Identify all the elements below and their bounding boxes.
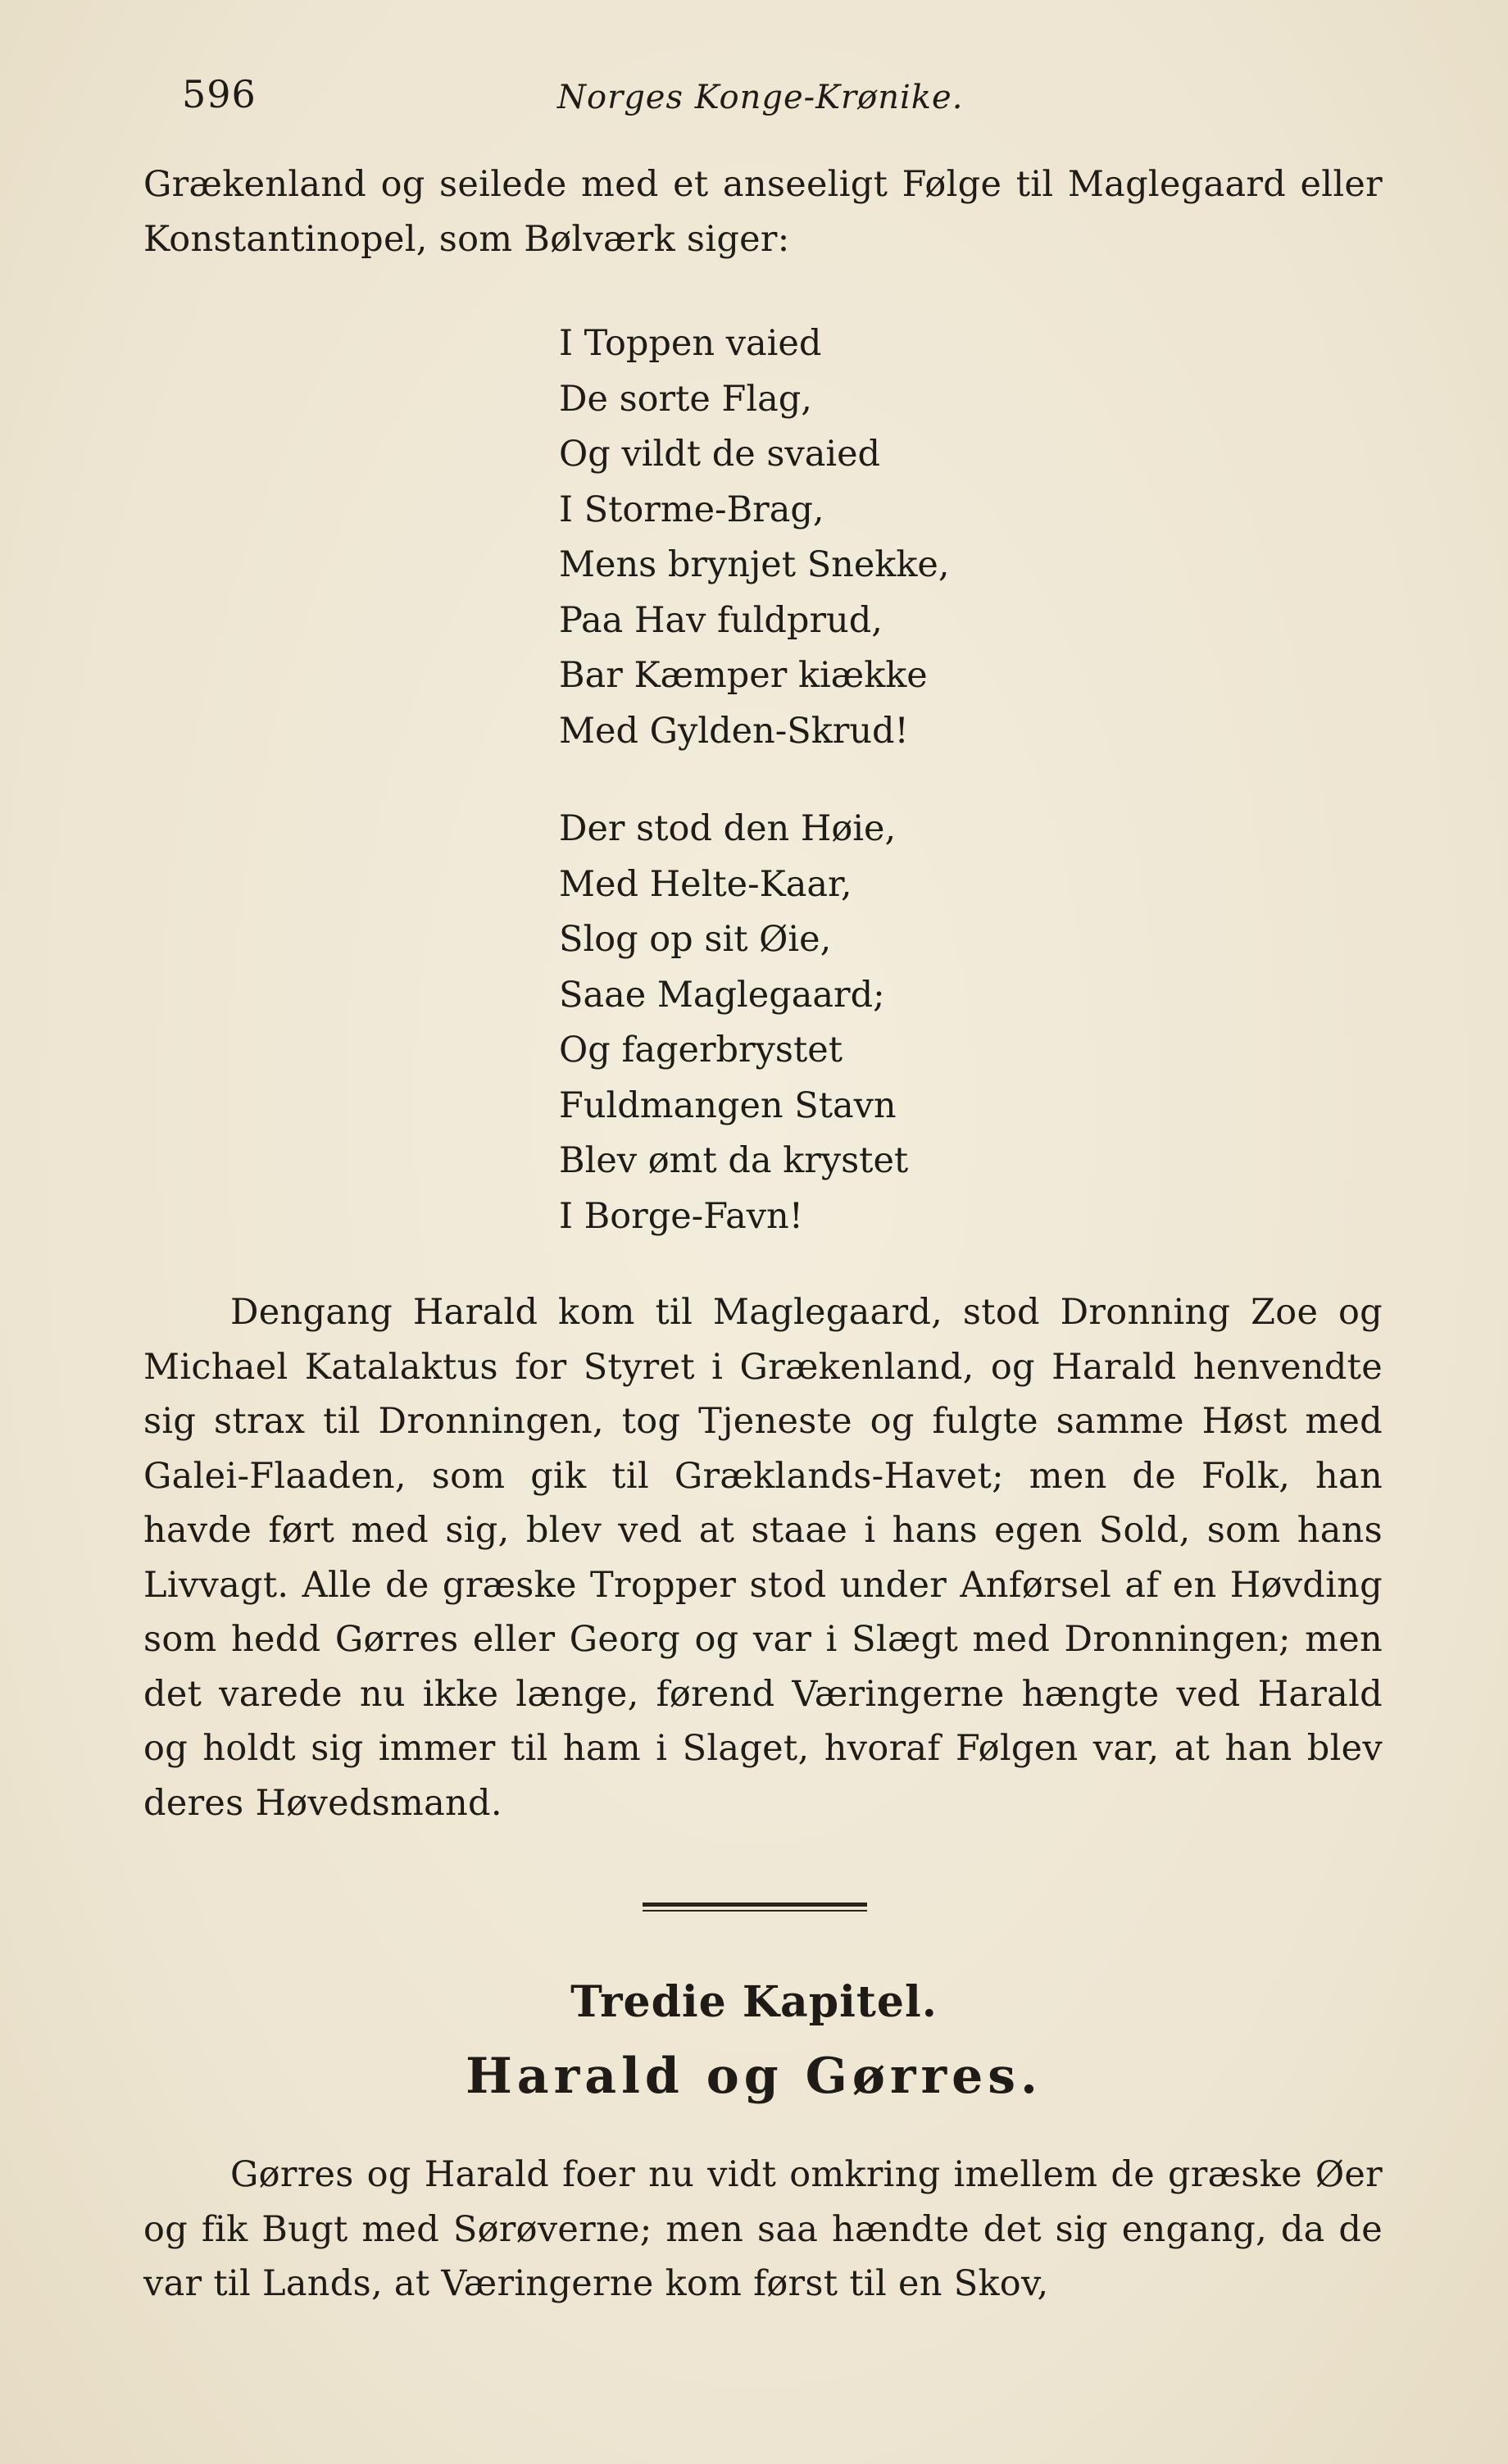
verse-line: I Toppen vaied	[559, 323, 822, 364]
chapter-text: Gørres og Harald foer nu vidt omkring imellem de græske Øer og fik Bugt med Sørøverne; men saa hændte det sig engang, da de var til Lands, at Væringerne kom først til en Skov,	[143, 2154, 1383, 2304]
verse-line: Slog op sit Øie,	[559, 919, 832, 960]
section-divider	[643, 1903, 867, 1907]
verse-line: Saae Maglegaard;	[559, 974, 885, 1016]
verse-line: I Borge-Favn!	[559, 1195, 804, 1237]
verse-line: Paa Hav fuldprud,	[559, 599, 883, 641]
verse-line: Fuldmangen Stavn	[559, 1084, 897, 1126]
verse-line: I Storme-Brag,	[559, 489, 824, 530]
chapter-title: Harald og Gørres.	[466, 2048, 1042, 2105]
verse-line: Der stod den Høie,	[559, 808, 897, 849]
running-title: Norges Konge-Krønike.	[557, 79, 964, 116]
chapter-label: Tredie Kapitel.	[570, 1977, 938, 2027]
verse-line: Med Gylden-Skrud!	[559, 710, 909, 752]
intro-text: Grækenland og seilede med et anseeligt Følge til Maglegaard eller Konstantinopel, som Bølværk siger:	[143, 164, 1383, 260]
verse-line: De sorte Flag,	[559, 378, 812, 420]
narrative-text: Dengang Harald kom til Maglegaard, stod Dronning Zoe og Michael Katalaktus for Styret i Grækenland, og Harald henvendte sig strax til Dronningen, tog Tjeneste og fulgte samme Høst med Galei-Flaaden, som gik til Græklands-Havet; men de Folk, han havde ført med sig, blev ved at staae i hans egen Sold, som hans Livvagt. Alle de græske Tropper stod under Anførsel af en Høvding som hedd Gørres eller Georg og var i Slægt med Dronningen; men det varede nu ikke længe, førend Væringerne hængte ved Harald og holdt sig immer til ham i Slaget, hvoraf Følgen var, at han blev deres Høvedsmand.	[143, 1292, 1383, 1824]
chapter-paragraph	[143, 2148, 1383, 2312]
narrative-paragraph	[143, 1285, 1383, 1830]
verse-line: Mens brynjet Snekke,	[559, 544, 950, 585]
poem-stanza-2	[559, 802, 1297, 1244]
verse-line: Og vildt de svaied	[559, 434, 881, 475]
verse-line: Med Helte-Kaar,	[559, 863, 852, 905]
verse-line: Og fagerbrystet	[559, 1030, 843, 1071]
running-head	[0, 72, 1508, 121]
intro-paragraph	[143, 157, 1383, 266]
poem-stanza-1	[559, 316, 1297, 759]
verse-line: Bar Kæmper kiække	[559, 655, 928, 696]
page-number: 596	[182, 72, 257, 116]
verse-line: Blev ømt da krystet	[559, 1140, 909, 1181]
